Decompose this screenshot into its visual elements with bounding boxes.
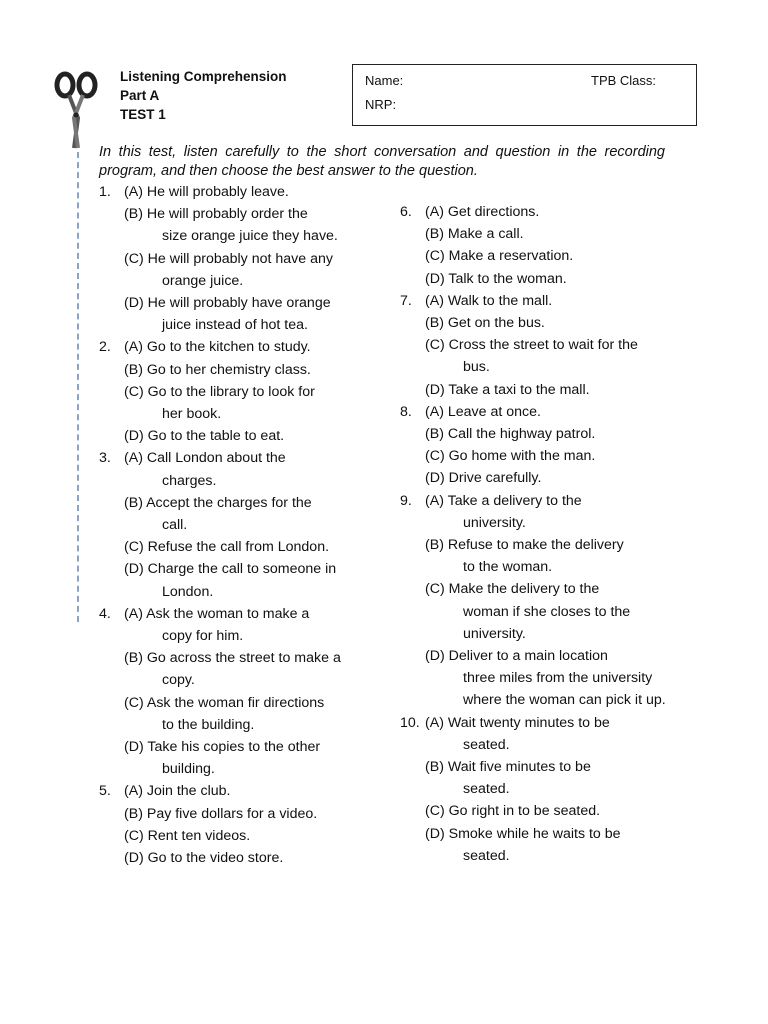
option-text [425,445,595,467]
answer-option [99,336,389,358]
answer-option [400,712,700,756]
option-text [124,248,333,292]
option-first-line: (C) Make a reservation. [425,248,574,265]
question-number: 6. [400,204,412,220]
answer-option [99,425,389,447]
option-text [124,780,230,802]
option-text [124,425,284,447]
option-text [124,692,324,736]
option-first-line: (C) Go right in to be seated. [425,803,601,820]
answer-option [99,825,389,847]
question-number: 9. [400,492,412,509]
option-text [425,312,545,334]
option-continuation: university. [463,514,526,531]
option-first-line: (B) Call the highway patrol. [425,426,596,443]
question-9 [400,490,700,712]
option-first-line: (B) He will probably order the [124,206,308,223]
option-first-line: (A) He will probably leave. [124,184,289,200]
option-text [425,201,539,223]
option-first-line: (A) Leave at once. [425,403,541,420]
option-text [124,292,331,336]
answer-option [400,201,700,223]
option-first-line: (D) Take his copies to the other [124,739,321,756]
answer-option [99,536,389,558]
option-first-line: (D) Go to the video store. [124,850,284,867]
answer-option [400,823,700,867]
answer-option [99,558,389,602]
option-first-line: (C) Refuse the call from London. [124,539,330,556]
question-number: 7. [400,292,412,309]
answer-option [99,647,389,691]
option-continuation: London. [162,583,214,600]
question-10 [400,712,700,867]
option-continuation: copy. [162,672,195,689]
option-text [425,379,590,401]
question-number: 10. [400,714,420,731]
option-first-line: (A) Go to the kitchen to study. [124,339,311,356]
option-first-line: (B) Make a call. [425,226,524,243]
instructions: In this test, listen carefully to the short conversation and question in the recording program, and then choose the best answer to the question. [99,144,665,179]
option-text [124,181,289,203]
answer-option [99,381,389,425]
answer-option [400,534,700,578]
option-continuation: call. [162,517,188,534]
answer-option [99,692,389,736]
question-number: 2. [99,339,111,356]
option-continuation: building. [162,761,215,778]
option-first-line: (A) Call London about the [124,450,286,467]
answer-option [99,203,389,247]
option-text [425,712,668,756]
answer-option [400,312,700,334]
answer-option [400,490,700,534]
answer-option [400,290,700,312]
option-text [425,823,668,867]
scissors-icon [52,70,102,150]
question-3 [99,447,389,602]
option-first-line: (A) Wait twenty minutes to be [425,714,610,731]
answer-option [99,736,389,780]
option-first-line: (C) Go home with the man. [425,448,596,465]
option-text [124,536,329,558]
option-first-line: (B) Wait five minutes to be [425,759,591,776]
option-text [425,578,668,645]
option-first-line: (D) Deliver to a main location [425,648,608,665]
option-continuation: to the building. [162,716,255,733]
answer-option [400,578,700,645]
answer-option [99,780,389,802]
answer-option [400,423,700,445]
option-first-line: (A) Walk to the mall. [425,292,553,309]
answer-option [99,447,389,491]
option-text [425,534,668,578]
option-first-line: (C) He will probably not have any [124,250,333,267]
option-continuation: size orange juice they have. [162,228,338,245]
question-2 [99,336,389,447]
option-first-line: (D) Charge the call to someone in [124,561,337,578]
answer-option [400,645,700,712]
option-continuation: seated. [463,847,510,864]
answer-option [400,401,700,423]
answer-option [99,603,389,647]
option-text [124,203,338,247]
option-first-line: (B) Accept the charges for the [124,494,312,511]
option-first-line: (C) Cross the street to wait for the [425,337,638,354]
answer-option [99,492,389,536]
option-continuation: seated. [463,736,510,753]
answer-option [99,292,389,336]
option-text [124,359,311,381]
title-line-1: Listening Comprehension [120,69,287,84]
answer-option [99,181,389,203]
question-number: 1. [99,184,111,200]
option-first-line: (C) Ask the woman fir directions [124,694,325,711]
option-text [124,447,286,491]
option-continuation: her book. [162,406,222,423]
option-text [425,223,524,245]
option-text [425,245,573,267]
option-first-line: (D) Smoke while he waits to be [425,825,621,842]
option-continuation: seated. [463,781,510,798]
question-number: 5. [99,783,111,800]
option-text [425,334,668,378]
question-7 [400,290,700,401]
option-first-line: (D) He will probably have orange [124,295,331,312]
title-line-3: TEST 1 [120,107,166,122]
option-text [124,492,312,536]
option-first-line: (C) Make the delivery to the [425,581,600,598]
question-1 [99,181,389,336]
answer-option [400,334,700,378]
questions-right-column [400,201,700,867]
answer-option [400,445,700,467]
question-number: 4. [99,605,111,622]
option-text [124,603,309,647]
question-4 [99,603,389,781]
answer-option [400,800,700,822]
option-continuation: copy for him. [162,628,244,645]
option-first-line: (B) Go to her chemistry class. [124,361,311,378]
option-first-line: (A) Take a delivery to the [425,492,582,509]
question-6 [400,201,700,290]
cut-line [77,152,79,622]
option-first-line: (D) Go to the table to eat. [124,428,285,445]
option-text [425,290,552,312]
option-text [425,423,595,445]
name-label: Name: [365,73,404,88]
option-text [425,268,567,290]
answer-option [99,248,389,292]
option-text [124,647,341,691]
option-first-line: (D) Drive carefully. [425,470,542,487]
answer-option [99,847,389,869]
option-continuation: orange juice. [162,272,244,289]
answer-option [400,223,700,245]
option-text [425,401,541,423]
option-text [124,381,315,425]
option-text [124,558,336,602]
option-first-line: (C) Go to the library to look for [124,383,315,400]
answer-option [400,268,700,290]
option-text [124,336,311,358]
option-text [425,800,600,822]
title-line-2: Part A [120,88,160,103]
option-text [124,803,317,825]
student-info-box [352,64,697,126]
question-number: 8. [400,403,412,420]
option-first-line: (B) Refuse to make the delivery [425,537,624,554]
option-text [425,490,668,534]
option-continuation: bus. [463,359,490,376]
option-first-line: (D) Take a taxi to the mall. [425,381,590,398]
option-text [425,645,668,712]
option-continuation: charges. [162,472,217,489]
option-continuation: woman if she closes to the university. [463,603,631,642]
answer-option [99,359,389,381]
option-first-line: (D) Talk to the woman. [425,270,567,287]
answer-option [400,245,700,267]
questions-left-column [99,181,389,869]
option-text [124,825,250,847]
option-first-line: (A) Join the club. [124,783,231,800]
option-text [425,756,668,800]
answer-option [99,803,389,825]
question-number: 3. [99,450,111,467]
title-block [120,67,287,124]
answer-option [400,756,700,800]
question-5 [99,780,389,869]
option-continuation: to the woman. [463,559,553,576]
option-first-line: (B) Go across the street to make a [124,650,341,667]
option-first-line: (C) Rent ten videos. [124,827,251,844]
option-text [425,467,541,489]
option-first-line: (B) Get on the bus. [425,315,545,332]
answer-option [400,379,700,401]
option-first-line: (B) Pay five dollars for a video. [124,805,318,822]
option-first-line: (A) Ask the woman to make a [124,605,310,622]
option-continuation: juice instead of hot tea. [162,317,308,334]
question-8 [400,401,700,490]
option-first-line: (A) Get directions. [425,204,540,220]
option-text [124,736,320,780]
nrp-label: NRP: [365,97,397,112]
answer-option [400,467,700,489]
option-text [124,847,283,869]
option-continuation: three miles from the university where the woman can pick it up. [463,670,666,709]
class-label: TPB Class: [591,73,657,88]
